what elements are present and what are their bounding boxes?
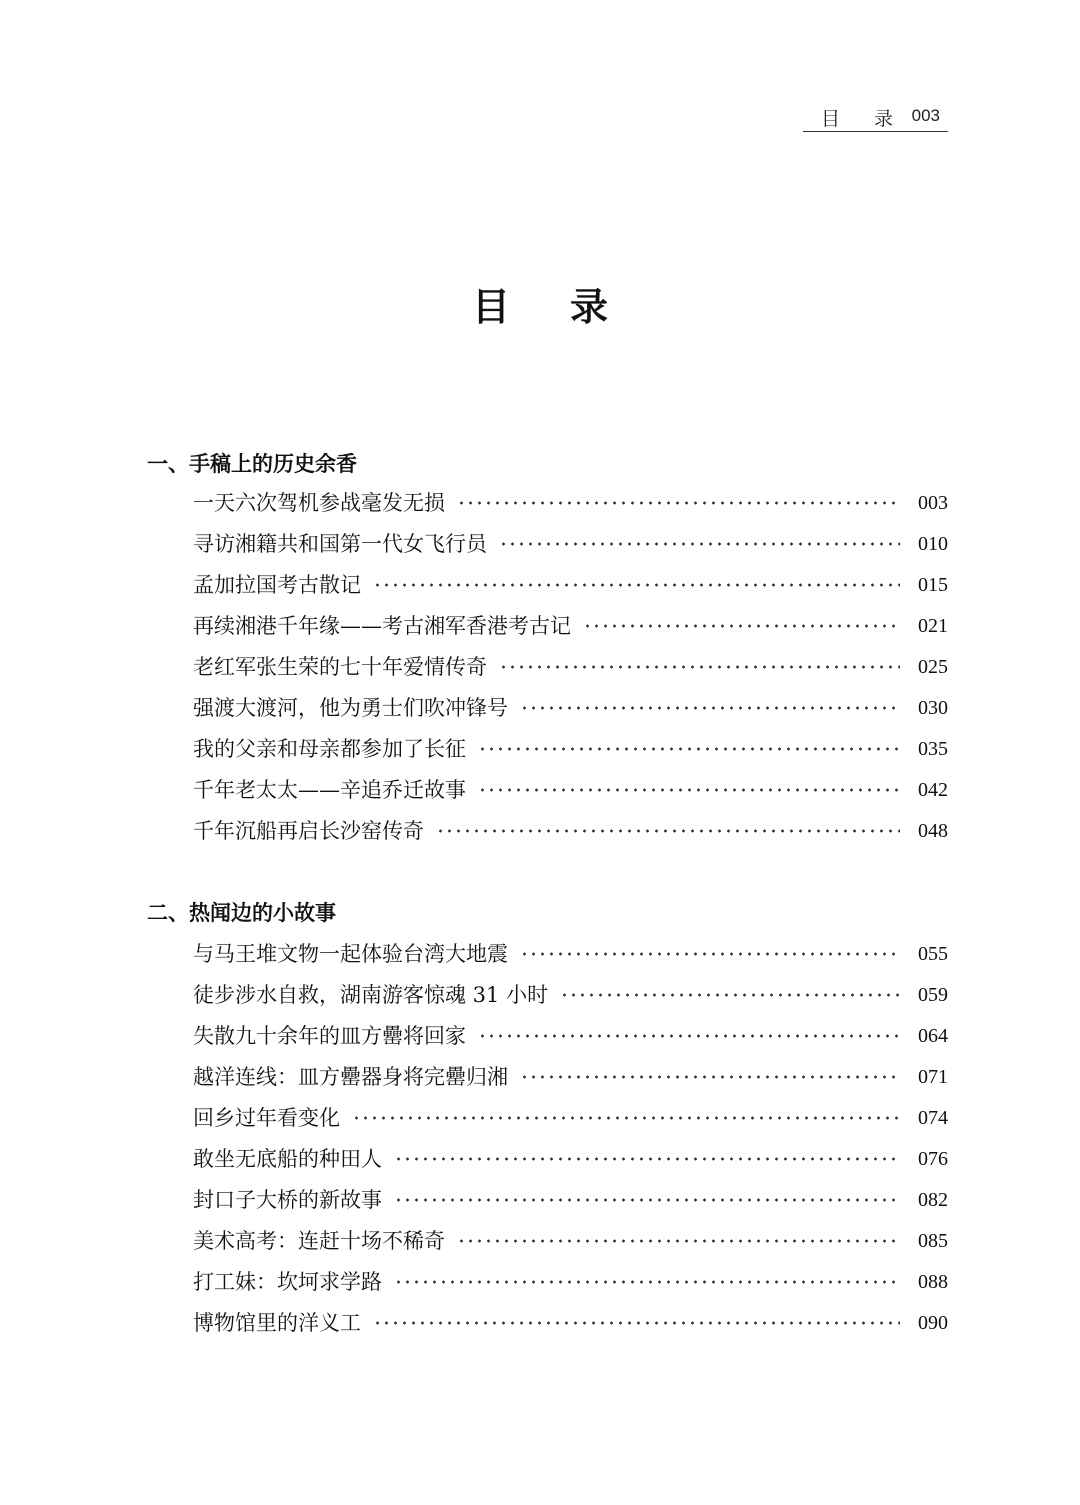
toc-entry-page: 035 [918, 738, 948, 760]
leader-dots [352, 1111, 900, 1125]
toc-entry[interactable] [193, 690, 948, 722]
toc-entry-page: 055 [918, 943, 948, 965]
toc-entry-page: 085 [918, 1230, 948, 1252]
toc-entry[interactable] [193, 485, 948, 517]
toc-entry-page: 076 [918, 1148, 948, 1170]
leader-dots [478, 1029, 900, 1043]
toc-entry-page: 003 [918, 492, 948, 514]
leader-dots [436, 824, 900, 838]
leader-dots [560, 988, 900, 1002]
toc-entry-title: 徒步涉水自救，湖南游客惊魂 31 小时 [193, 983, 549, 1007]
running-head-title: 目 录 [821, 108, 908, 130]
running-head-page-number: 003 [911, 106, 940, 125]
toc-entry[interactable] [193, 1018, 948, 1050]
leader-dots [520, 701, 900, 715]
leader-dots [373, 1316, 900, 1330]
toc-entry-page: 088 [918, 1271, 948, 1293]
toc-entry-title: 失散九十余年的皿方罍将回家 [193, 1024, 466, 1048]
toc-entry[interactable] [193, 649, 948, 681]
toc-entry-page: 074 [918, 1107, 948, 1129]
leader-dots [394, 1275, 900, 1289]
toc-entry-title: 打工妹：坎坷求学路 [193, 1270, 382, 1294]
toc-entry[interactable] [193, 567, 948, 599]
toc-entry-title: 一天六次驾机参战毫发无损 [193, 491, 445, 515]
leader-dots [457, 496, 900, 510]
toc-entry-title: 强渡大渡河，他为勇士们吹冲锋号 [193, 696, 508, 720]
section-heading-2: 二、热闻边的小故事 [147, 901, 336, 925]
leader-dots [499, 537, 900, 551]
toc-entry[interactable] [193, 813, 948, 845]
toc-entry[interactable] [193, 1305, 948, 1337]
leader-dots [520, 1070, 900, 1084]
leader-dots [478, 742, 900, 756]
toc-entry[interactable] [193, 1264, 948, 1296]
toc-entry-title: 美术高考：连赶十场不稀奇 [193, 1229, 445, 1253]
leader-dots [373, 578, 900, 592]
toc-entry-page: 059 [918, 984, 948, 1006]
toc-entry-page: 030 [918, 697, 948, 719]
toc-entry-title: 孟加拉国考古散记 [193, 573, 361, 597]
toc-entry-title: 封口子大桥的新故事 [193, 1188, 382, 1212]
toc-entry-page: 010 [918, 533, 948, 555]
toc-entry[interactable] [193, 608, 948, 640]
page-title: 目录 [471, 284, 668, 329]
toc-entry-title: 寻访湘籍共和国第一代女飞行员 [193, 532, 487, 556]
leader-dots [457, 1234, 900, 1248]
toc-entry-title: 博物馆里的洋义工 [193, 1311, 361, 1335]
toc-entry[interactable] [193, 1059, 948, 1091]
toc-entry-title: 千年老太太——辛追乔迁故事 [193, 778, 466, 802]
toc-entry-title: 与马王堆文物一起体验台湾大地震 [193, 942, 508, 966]
toc-entry[interactable] [193, 977, 948, 1009]
toc-entry[interactable] [193, 526, 948, 558]
toc-entry[interactable] [193, 731, 948, 763]
toc-entry-title: 越洋连线：皿方罍器身将完罍归湘 [193, 1065, 508, 1089]
leader-dots [499, 660, 900, 674]
toc-entry-title: 敢坐无底船的种田人 [193, 1147, 382, 1171]
leader-dots [394, 1193, 900, 1207]
toc-entry[interactable] [193, 1182, 948, 1214]
leader-dots [394, 1152, 900, 1166]
toc-entry-page: 015 [918, 574, 948, 596]
toc-entry-page: 025 [918, 656, 948, 678]
toc-entry[interactable] [193, 936, 948, 968]
toc-entry-page: 048 [918, 820, 948, 842]
toc-entry-title: 我的父亲和母亲都参加了长征 [193, 737, 466, 761]
toc-entry-page: 071 [918, 1066, 948, 1088]
toc-entry-title: 千年沉船再启长沙窑传奇 [193, 819, 424, 843]
toc-entry-page: 042 [918, 779, 948, 801]
toc-entry-page: 021 [918, 615, 948, 637]
toc-entry[interactable] [193, 1223, 948, 1255]
toc-entry[interactable] [193, 772, 948, 804]
toc-entry-page: 064 [918, 1025, 948, 1047]
toc-entry-title: 回乡过年看变化 [193, 1106, 340, 1130]
leader-dots [583, 619, 900, 633]
leader-dots [520, 947, 900, 961]
toc-entry[interactable] [193, 1141, 948, 1173]
toc-entry-page: 082 [918, 1189, 948, 1211]
toc-entry-title: 老红军张生荣的七十年爱情传奇 [193, 655, 487, 679]
leader-dots [478, 783, 900, 797]
running-head [803, 100, 948, 132]
toc-entry[interactable] [193, 1100, 948, 1132]
toc-entry-title: 再续湘港千年缘——考古湘军香港考古记 [193, 614, 571, 638]
toc-entry-page: 090 [918, 1312, 948, 1334]
section-heading-1: 一、手稿上的历史余香 [147, 452, 357, 476]
